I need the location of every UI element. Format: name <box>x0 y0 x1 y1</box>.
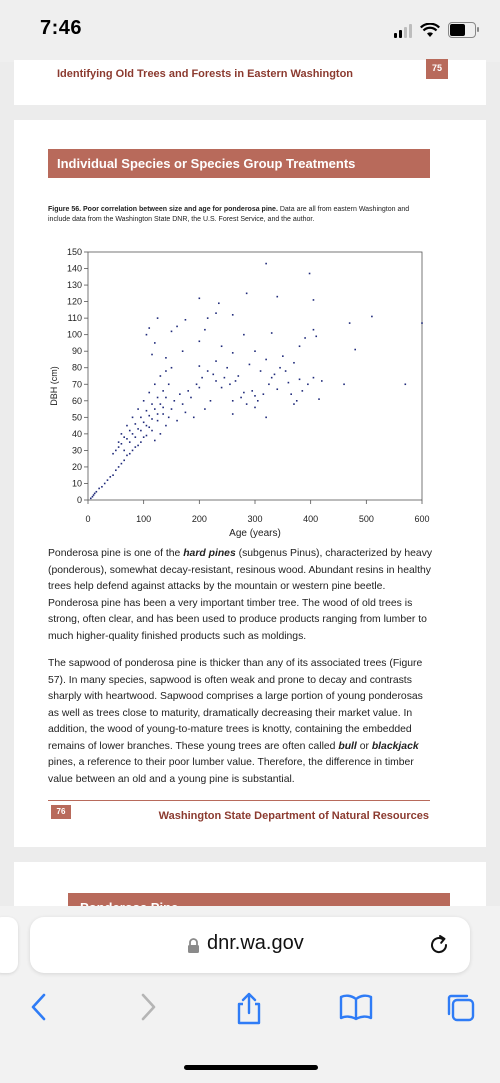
data-point <box>118 446 120 448</box>
data-point <box>268 383 270 385</box>
data-point <box>235 380 237 382</box>
data-point <box>151 354 153 356</box>
y-tick-label: 30 <box>71 445 82 456</box>
data-point <box>92 496 94 498</box>
chevron-right-icon[interactable] <box>137 992 159 1022</box>
data-point <box>162 390 164 392</box>
data-point <box>185 412 187 414</box>
data-point <box>135 446 137 448</box>
data-point <box>107 479 109 481</box>
status-time: 7:46 <box>40 17 83 39</box>
data-point <box>182 403 184 405</box>
figure-caption <box>48 205 432 225</box>
data-point <box>215 360 217 362</box>
data-point <box>285 370 287 372</box>
scatter-chart <box>40 240 440 540</box>
paragraph-text-run: bull <box>338 740 357 752</box>
data-point <box>232 400 234 402</box>
data-point <box>98 488 100 490</box>
data-point <box>132 433 134 435</box>
data-point <box>171 367 173 369</box>
data-point <box>135 436 137 438</box>
plot-area <box>88 252 422 500</box>
y-tick-label: 110 <box>67 313 82 324</box>
data-point <box>221 345 223 347</box>
data-point <box>296 400 298 402</box>
data-point <box>232 413 234 415</box>
x-tick-label: 400 <box>303 514 319 524</box>
footer-rule <box>48 800 430 801</box>
data-point <box>313 299 315 301</box>
data-point <box>146 435 148 437</box>
data-point <box>282 355 284 357</box>
data-point <box>140 430 142 432</box>
data-point <box>226 367 228 369</box>
data-point <box>260 370 262 372</box>
data-point <box>246 293 248 295</box>
data-point <box>257 400 259 402</box>
book-icon[interactable] <box>338 992 374 1022</box>
data-point <box>143 400 145 402</box>
y-tick-label: 130 <box>66 280 82 291</box>
data-point <box>290 393 292 395</box>
data-point <box>309 273 311 275</box>
data-point <box>265 359 267 361</box>
data-point <box>90 498 92 500</box>
data-point <box>229 383 231 385</box>
data-point <box>201 377 203 379</box>
data-point <box>112 474 114 476</box>
data-point <box>210 400 212 402</box>
data-point <box>293 362 295 364</box>
data-point <box>254 350 256 352</box>
data-point <box>148 327 150 329</box>
data-point <box>249 364 251 366</box>
data-point <box>238 375 240 377</box>
data-point <box>157 317 159 319</box>
data-point <box>168 383 170 385</box>
data-point <box>199 365 201 367</box>
wifi-icon <box>420 23 440 38</box>
data-point <box>204 408 206 410</box>
data-point <box>148 426 150 428</box>
data-point <box>265 417 267 419</box>
data-point <box>243 334 245 336</box>
body-paragraph-1 <box>48 546 434 645</box>
x-tick-label: 100 <box>136 514 152 524</box>
data-point <box>371 316 373 318</box>
data-point <box>254 407 256 409</box>
data-point <box>276 296 278 298</box>
paragraph-text-run: (subgenus Pinus), characterized by heavy (ponderous), somewhat decay-resistant, resinous wood. Abundant resins in healthy trees help defend against attacks by the mountain or western pine beetle. Ponderosa pine has been a very important timber tree. The wood of old trees is strong, often clear, and has been used to produce products ranging from lumber to much higher-quality finished products such as moldings. <box>48 548 433 642</box>
url-text[interactable]: dnr.wa.gov <box>207 932 304 954</box>
data-point <box>405 383 407 385</box>
data-point <box>121 463 123 465</box>
data-point <box>157 420 159 422</box>
data-point <box>215 312 217 314</box>
data-point <box>157 413 159 415</box>
y-tick-label: 70 <box>71 379 82 390</box>
data-point <box>246 403 248 405</box>
body-paragraph-2 <box>48 656 434 788</box>
data-point <box>232 314 234 316</box>
data-point <box>123 436 125 438</box>
data-point <box>151 418 153 420</box>
data-point <box>123 450 125 452</box>
y-tick-label: 140 <box>66 263 82 274</box>
data-point <box>196 383 198 385</box>
section-title: Individual Species or Species Group Treatments <box>57 156 356 171</box>
data-point <box>276 388 278 390</box>
data-point <box>162 407 164 409</box>
data-point <box>146 334 148 336</box>
data-point <box>154 342 156 344</box>
data-point <box>165 370 167 372</box>
x-tick-label: 500 <box>358 514 374 524</box>
y-tick-label: 90 <box>71 346 82 357</box>
share-icon[interactable] <box>234 992 264 1026</box>
data-point <box>349 322 351 324</box>
y-tick-label: 100 <box>66 329 82 340</box>
y-tick-label: 120 <box>66 296 82 307</box>
paragraph-text-run: Ponderosa pine is one of the <box>48 548 184 559</box>
data-point <box>199 387 201 389</box>
data-point <box>143 421 145 423</box>
paragraph-text-run: pines, a reference to their poor lumber value. Therefore, the difference in timber value between an old and a young pine is substantial. <box>48 757 414 785</box>
y-tick-label: 0 <box>76 495 82 505</box>
figure-caption-bold: Figure 56. Poor correlation between size and age for ponderosa pine. <box>48 206 278 213</box>
data-point <box>148 392 150 394</box>
data-point <box>299 379 301 381</box>
data-point <box>354 349 356 351</box>
data-point <box>218 302 220 304</box>
data-point <box>109 476 111 478</box>
lock-icon <box>187 938 200 954</box>
previous-page-number: 75 <box>426 59 448 79</box>
data-point <box>212 374 214 376</box>
data-point <box>101 486 103 488</box>
data-point <box>151 430 153 432</box>
y-tick-label: 150 <box>66 247 82 257</box>
reload-icon[interactable] <box>428 934 450 956</box>
data-point <box>302 390 304 392</box>
data-point <box>115 450 117 452</box>
data-point <box>204 329 206 331</box>
data-point <box>154 408 156 410</box>
data-point <box>160 375 162 377</box>
data-point <box>112 453 114 455</box>
data-point <box>313 377 315 379</box>
figure-caption-rest: Data are all from eastern Washington and include data from the Washington State DNR, the U.S. Forest Service, and the author. <box>48 206 410 223</box>
data-point <box>140 441 142 443</box>
data-point <box>199 297 201 299</box>
data-point <box>215 380 217 382</box>
data-point <box>251 390 253 392</box>
data-point <box>96 491 98 493</box>
data-point <box>154 383 156 385</box>
data-point <box>162 413 164 415</box>
data-point <box>182 350 184 352</box>
data-point <box>137 428 139 430</box>
data-point <box>157 397 159 399</box>
y-tick-label: 20 <box>71 461 82 472</box>
data-point <box>279 367 281 369</box>
data-point <box>221 387 223 389</box>
data-point <box>421 322 423 324</box>
data-point <box>288 382 290 384</box>
y-tick-label: 80 <box>71 362 82 373</box>
data-point <box>190 397 192 399</box>
data-point <box>171 331 173 333</box>
running-head: Identifying Old Trees and Forests in Eastern Washington <box>57 68 354 80</box>
data-point <box>93 494 95 496</box>
y-tick-label: 50 <box>71 412 82 423</box>
data-point <box>143 436 145 438</box>
chevron-left-icon[interactable] <box>28 992 50 1022</box>
data-point <box>304 337 306 339</box>
data-point <box>313 329 315 331</box>
data-point <box>176 326 178 328</box>
data-point <box>173 400 175 402</box>
data-point <box>315 336 317 338</box>
data-point <box>293 403 295 405</box>
data-point <box>179 393 181 395</box>
battery-icon <box>448 22 476 38</box>
data-point <box>240 397 242 399</box>
data-point <box>271 377 273 379</box>
y-tick-label: 60 <box>71 395 82 406</box>
data-point <box>224 377 226 379</box>
data-point <box>318 398 320 400</box>
data-point <box>274 374 276 376</box>
x-tick-label: 200 <box>191 514 207 524</box>
data-point <box>160 403 162 405</box>
footer-page-number: 76 <box>51 805 71 819</box>
data-point <box>151 403 153 405</box>
tabs-icon[interactable] <box>445 992 477 1024</box>
data-point <box>132 417 134 419</box>
x-tick-label: 300 <box>247 514 263 524</box>
y-tick-label: 10 <box>71 478 82 489</box>
data-point <box>129 441 131 443</box>
paragraph-text-run: or <box>356 740 372 752</box>
paragraph-text-run: hard pines <box>183 548 236 559</box>
data-point <box>126 455 128 457</box>
data-point <box>299 345 301 347</box>
data-point <box>343 383 345 385</box>
data-point <box>321 380 323 382</box>
data-point <box>137 445 139 447</box>
data-point <box>232 352 234 354</box>
data-point <box>154 440 156 442</box>
data-point <box>126 438 128 440</box>
data-point <box>171 408 173 410</box>
data-point <box>137 408 139 410</box>
data-point <box>254 395 256 397</box>
data-point <box>307 383 309 385</box>
data-point <box>207 317 209 319</box>
x-axis-label: Age (years) <box>229 528 281 539</box>
y-tick-label: 40 <box>71 428 82 439</box>
data-point <box>165 357 167 359</box>
data-point <box>199 340 201 342</box>
x-tick-label: 0 <box>85 514 91 524</box>
status-icons <box>394 20 476 40</box>
data-point <box>129 453 131 455</box>
y-axis-label: DBH (cm) <box>49 366 59 406</box>
data-point <box>168 417 170 419</box>
data-point <box>132 450 134 452</box>
data-point <box>118 466 120 468</box>
data-point <box>115 469 117 471</box>
data-point <box>187 390 189 392</box>
data-point <box>104 483 106 485</box>
paragraph-text-run: The sapwood of ponderosa pine is thicker than any of its associated trees (Figure 57). In many species, sapwood is often weak and prone to decay and contrasts sharply with heartwood. Sapwood comprises a large portion of young ponderosas as well as trees close to maturity, dramatically decreasing their market value. In addition, the wood of young-to-mature trees is knotty, containing the embedded remains of lower branches. These young trees are often called <box>48 658 423 752</box>
footer-publisher: Washington State Department of Natural Resources <box>158 810 429 822</box>
data-point <box>271 332 273 334</box>
data-point <box>140 417 142 419</box>
data-point <box>176 420 178 422</box>
data-point <box>263 393 265 395</box>
data-point <box>135 423 137 425</box>
data-point <box>243 392 245 394</box>
data-point <box>126 425 128 427</box>
data-point <box>193 417 195 419</box>
data-point <box>123 460 125 462</box>
data-point <box>94 493 96 495</box>
x-tick-label: 600 <box>414 514 430 524</box>
home-indicator <box>184 1065 318 1070</box>
data-point <box>165 397 167 399</box>
data-point <box>265 263 267 265</box>
data-point <box>160 433 162 435</box>
data-point <box>165 425 167 427</box>
data-point <box>118 441 120 443</box>
data-point <box>129 430 131 432</box>
previous-tab-card[interactable] <box>0 917 18 973</box>
data-point <box>148 415 150 417</box>
data-point <box>121 443 123 445</box>
paragraph-text-run: blackjack <box>371 740 419 752</box>
data-point <box>146 425 148 427</box>
previous-page <box>14 60 486 105</box>
data-point <box>207 370 209 372</box>
signal-icon <box>394 22 412 38</box>
data-point <box>146 410 148 412</box>
data-point <box>121 433 123 435</box>
data-point <box>185 319 187 321</box>
